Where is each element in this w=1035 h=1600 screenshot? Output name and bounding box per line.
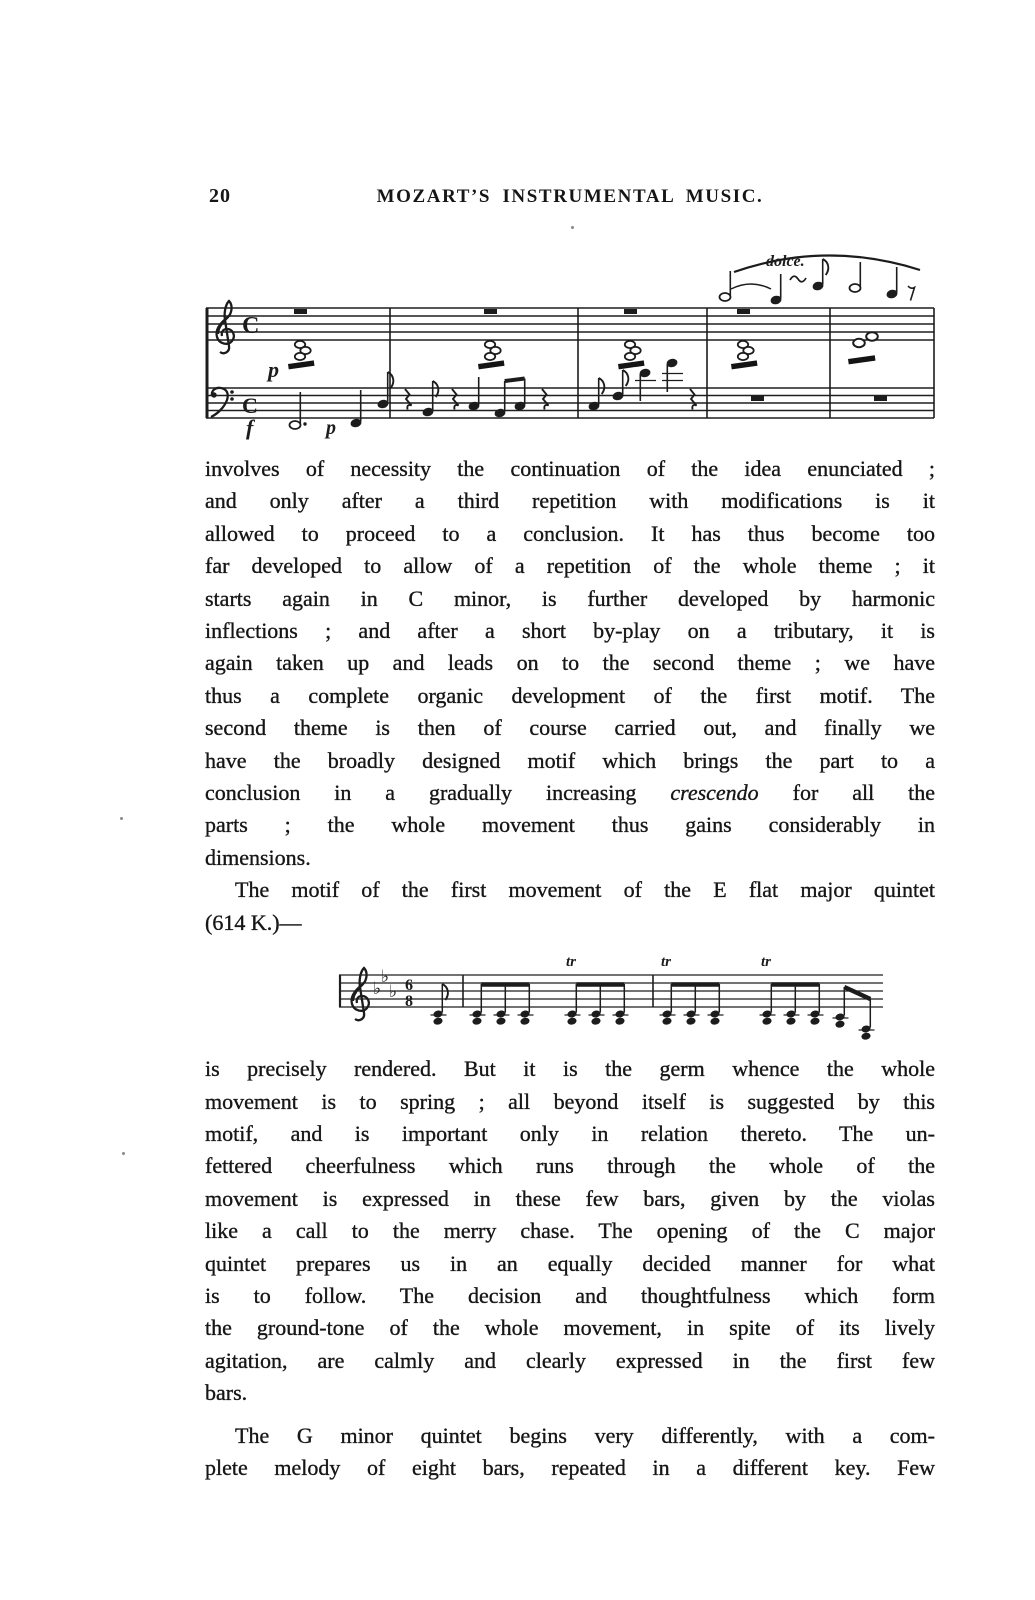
text-line xyxy=(205,809,935,841)
text-run: starts again in C minor, is further developed by harmonic xyxy=(205,585,935,611)
paragraph xyxy=(205,1420,935,1485)
text-line xyxy=(205,485,935,517)
treble-clef-icon xyxy=(352,968,369,1020)
page-number: 20 xyxy=(209,185,231,207)
text-run: quintet prepares us in an equally decided manner for what xyxy=(205,1250,935,1276)
text-line xyxy=(205,777,935,809)
continuation-notes xyxy=(833,987,875,1040)
text-line xyxy=(205,1452,935,1484)
text-run: allowed to proceed to a conclusion. It has thus become too xyxy=(205,520,935,546)
trill-mark: tr xyxy=(661,954,672,971)
ink-speck xyxy=(120,817,123,820)
text-line xyxy=(205,1150,935,1182)
text-run: like a call to the merry chase. The opening of the C major xyxy=(205,1218,935,1244)
dynamic-p-treble: p xyxy=(268,357,279,382)
time-signature-6-8 xyxy=(405,977,413,1010)
expression-dolce: dolce. xyxy=(766,253,805,270)
text-run: The motif of the first movement of the E flat major quintet xyxy=(235,877,935,903)
text-line xyxy=(205,1086,935,1118)
dynamic-p-bass: p xyxy=(326,417,336,439)
text-run: involves of necessity the continuation of the idea enunciated ; xyxy=(205,456,935,481)
body-text xyxy=(205,453,935,1484)
text-run: is precisely rendered. But it is the germ whence the whole xyxy=(205,1056,935,1082)
svg-text:♭: ♭ xyxy=(373,979,382,1000)
text-run: The G minor quintet begins very differently, with a com- xyxy=(235,1422,935,1448)
eighth-rest-icon xyxy=(908,286,915,301)
text-line xyxy=(205,1118,935,1150)
text-run: (614 K.)— xyxy=(205,909,302,935)
text-line xyxy=(205,842,935,874)
treble-clef-icon xyxy=(217,301,234,353)
staff xyxy=(339,975,883,1007)
text-line xyxy=(205,745,935,777)
bass-whole-rest xyxy=(874,396,887,401)
text-line xyxy=(205,1215,935,1247)
measure-1 xyxy=(470,984,629,1025)
text-run: dimensions. xyxy=(205,844,311,870)
svg-text:8: 8 xyxy=(405,993,413,1011)
text-line xyxy=(205,907,935,939)
body-part-1 xyxy=(205,453,935,939)
text-line xyxy=(205,1053,935,1085)
text-run: conclusion in a gradually increasing xyxy=(205,780,671,806)
text-line xyxy=(205,712,935,744)
bass-staff xyxy=(206,388,934,418)
text-line xyxy=(205,1312,935,1344)
text-line xyxy=(205,680,935,712)
text-line xyxy=(205,550,935,582)
bass-time-signature: C xyxy=(242,393,258,418)
text-run: second theme is then of course carried out, and finally we xyxy=(205,715,935,741)
ink-speck xyxy=(122,1152,125,1155)
eighth-flag-icon xyxy=(442,984,448,1000)
text-run: fettered cheerfulness which runs through the whole of the xyxy=(205,1153,935,1179)
dynamic-f-bass: f xyxy=(246,415,254,440)
text-line xyxy=(205,1280,935,1312)
text-line xyxy=(205,1248,935,1280)
text-line xyxy=(205,615,935,647)
text-line xyxy=(205,453,935,485)
music-example-quintet-motif xyxy=(335,945,895,1045)
header-title: MOZART’S INSTRUMENTAL MUSIC. xyxy=(376,186,764,207)
text-line xyxy=(205,647,935,679)
dolce-melody xyxy=(720,255,921,304)
text-line xyxy=(205,1377,935,1409)
text-run: is to follow. The decision and thoughtfulness which form xyxy=(205,1282,935,1308)
text-line xyxy=(205,1420,935,1452)
paragraph xyxy=(205,874,935,939)
body-part-2 xyxy=(205,1053,935,1484)
measure-2 xyxy=(660,984,824,1025)
turn-ornament-icon xyxy=(790,276,806,282)
paragraph xyxy=(205,453,935,874)
text-line xyxy=(205,583,935,615)
text-line xyxy=(205,1183,935,1215)
text-run: for all the xyxy=(758,780,935,806)
svg-text:6: 6 xyxy=(405,977,413,995)
text-run: agitation, are calmly and clearly expressed in the first few xyxy=(205,1347,935,1373)
tenuto-dashes xyxy=(288,355,875,369)
text-run: far developed to allow of a repetition of the whole theme ; it xyxy=(205,553,935,579)
treble-whole-rests xyxy=(294,309,750,314)
italic-text-run: crescendo xyxy=(670,780,759,806)
svg-text:♭: ♭ xyxy=(381,967,390,988)
paragraph xyxy=(205,1053,935,1409)
bass-whole-rest xyxy=(751,396,764,401)
svg-text:♭: ♭ xyxy=(389,982,398,1003)
text-line xyxy=(205,1345,935,1377)
text-run: have the broadly designed motif which brings the part to a xyxy=(205,747,935,773)
text-run: the ground-tone of the whole movement, in spite of its lively xyxy=(205,1315,935,1341)
text-run: and only after a third repetition with modifications is it xyxy=(205,488,935,514)
ink-speck xyxy=(571,226,574,229)
text-run: thus a complete organic development of the first motif. The xyxy=(205,682,935,708)
trill-mark: tr xyxy=(566,954,577,971)
text-run: movement is to spring ; all beyond itself is suggested by this xyxy=(205,1088,935,1114)
pickup-chord xyxy=(431,984,447,1025)
text-run: motif, and is important only in relation thereto. The un- xyxy=(205,1120,935,1146)
text-run: plete melody of eight bars, repeated in a different key. Few xyxy=(205,1454,935,1480)
text-line xyxy=(205,518,935,550)
text-run: movement is expressed in these few bars, given by the violas xyxy=(205,1185,935,1211)
treble-staff xyxy=(206,308,934,340)
text-run: again taken up and leads on to the second theme ; we have xyxy=(205,650,935,676)
text-run: bars. xyxy=(205,1380,248,1406)
text-line xyxy=(205,874,935,906)
trill-mark: tr xyxy=(761,954,772,971)
treble-chords xyxy=(295,332,878,360)
key-signature-three-flats xyxy=(373,967,397,1002)
text-run: inflections ; and after a short by-play on a tributary, it is xyxy=(205,618,935,644)
music-example-grand-staff xyxy=(198,240,938,440)
text-run: parts ; the whole movement thus gains considerably in xyxy=(205,812,935,838)
treble-time-signature: C xyxy=(242,313,260,339)
